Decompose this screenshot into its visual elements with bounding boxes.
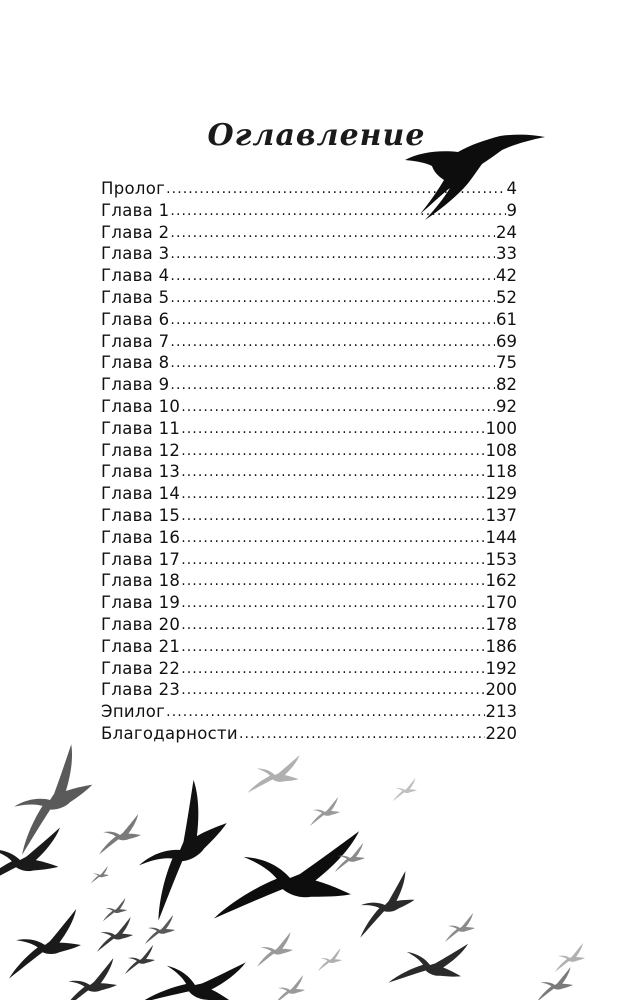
toc-entry-page: 61: [496, 309, 517, 329]
toc-entry: [101, 309, 517, 331]
toc-leader-dots: [170, 264, 495, 288]
toc-entry-label: Благодарности: [101, 723, 238, 743]
toc-leader-dots: [181, 417, 484, 441]
toc-leader-dots: [181, 460, 484, 484]
toc-entry-page: 52: [496, 287, 517, 307]
toc-entry-page: 192: [485, 658, 517, 678]
toc-entry: [101, 570, 517, 592]
toc-entry-label: Глава 11: [101, 418, 181, 438]
toc-entry-label: Глава 9: [101, 375, 170, 395]
toc-leader-dots: [181, 569, 484, 593]
toc-entry-page: 92: [496, 396, 517, 416]
toc-entry: [101, 178, 517, 200]
toc-leader-dots: [166, 700, 484, 724]
toc-entry-page: 42: [496, 266, 517, 286]
toc-entry-label: Глава 3: [101, 244, 170, 264]
toc-entry-label: Глава 12: [101, 440, 181, 460]
toc-entry-label: Глава 4: [101, 266, 170, 286]
toc-leader-dots: [181, 635, 484, 659]
toc-entry: [101, 287, 517, 309]
toc-entry-page: 24: [496, 222, 517, 242]
toc-entry: [101, 331, 517, 353]
toc-leader-dots: [170, 308, 495, 332]
toc-entry-page: 170: [485, 593, 517, 613]
toc-entry: [101, 483, 517, 505]
toc-entry-page: 69: [496, 331, 517, 351]
toc-entry-label: Глава 20: [101, 614, 181, 634]
flock-icon: [0, 742, 585, 1000]
toc-entry: [101, 549, 517, 571]
toc-leader-dots: [181, 504, 484, 528]
toc-entry-label: Эпилог: [101, 702, 166, 722]
toc-entry: [101, 396, 517, 418]
toc-entry-page: 162: [485, 571, 517, 591]
toc-entry-page: 75: [496, 353, 517, 373]
toc-entry: [101, 265, 517, 287]
toc-entry: [101, 723, 517, 745]
toc-entry-page: 9: [506, 200, 517, 220]
toc-entry-label: Глава 13: [101, 462, 181, 482]
toc-entry-label: Глава 6: [101, 309, 170, 329]
toc-entry: [101, 222, 517, 244]
toc-leader-dots: [170, 221, 495, 245]
toc-entry-label: Глава 5: [101, 287, 170, 307]
toc-leader-dots: [181, 678, 484, 702]
toc-entry-page: 108: [485, 440, 517, 460]
toc-entry-page: 186: [485, 636, 517, 656]
toc-entry-page: 178: [485, 614, 517, 634]
toc-entry-label: Глава 15: [101, 505, 181, 525]
toc-entry-label: Глава 23: [101, 680, 181, 700]
toc-entry-page: 4: [506, 179, 517, 198]
toc-leader-dots: [170, 199, 505, 223]
toc-entry-label: Глава 8: [101, 353, 170, 373]
toc-leader-dots: [181, 439, 484, 463]
toc-leader-dots: [170, 373, 495, 397]
toc-entry-label: Глава 17: [101, 549, 181, 569]
toc-entry: [101, 374, 517, 396]
toc-leader-dots: [170, 242, 495, 266]
toc-entry-page: 213: [485, 702, 517, 722]
toc-entry-page: 82: [496, 375, 517, 395]
toc-entry-page: 153: [485, 549, 517, 569]
toc-leader-dots: [181, 591, 484, 615]
toc-entry: [101, 440, 517, 462]
toc-entry-label: Пролог: [101, 179, 166, 198]
page-title: Оглавление: [207, 118, 426, 153]
toc-leader-dots: [181, 548, 484, 572]
toc-leader-dots: [170, 351, 495, 375]
toc-entry-label: Глава 7: [101, 331, 170, 351]
toc-entry-page: 100: [485, 418, 517, 438]
toc-entry-label: Глава 22: [101, 658, 181, 678]
toc-entry-label: Глава 16: [101, 527, 181, 547]
toc-entry: [101, 592, 517, 614]
toc-entry: [101, 352, 517, 374]
toc-entry-label: Глава 1: [101, 200, 170, 220]
toc-entry-label: Глава 10: [101, 396, 181, 416]
toc-leader-dots: [181, 482, 484, 506]
toc-entry-label: Глава 19: [101, 593, 181, 613]
toc-entry-page: 129: [485, 484, 517, 504]
toc-entry: [101, 636, 517, 658]
toc-entry-label: Глава 21: [101, 636, 181, 656]
toc-entry-page: 118: [485, 462, 517, 482]
toc-leader-dots: [181, 657, 484, 681]
toc-entry: [101, 701, 517, 723]
toc-leader-dots: [181, 526, 484, 550]
toc-leader-dots: [181, 395, 495, 419]
toc-entry-page: 220: [485, 723, 517, 743]
toc-entry-page: 200: [485, 680, 517, 700]
toc-entry: [101, 505, 517, 527]
toc-entry: [101, 658, 517, 680]
toc-entry-label: Глава 18: [101, 571, 181, 591]
toc-entry: [101, 614, 517, 636]
toc-entry: [101, 679, 517, 701]
toc-leader-dots: [170, 330, 495, 354]
toc-entry-page: 144: [485, 527, 517, 547]
toc-entry: [101, 461, 517, 483]
toc-entry: [101, 243, 517, 265]
toc-entry-page: 137: [485, 505, 517, 525]
toc-leader-dots: [166, 177, 505, 201]
toc-entry-page: 33: [496, 244, 517, 264]
toc-leader-dots: [181, 613, 484, 637]
toc-entry-label: Глава 14: [101, 484, 181, 504]
toc-entry: [101, 418, 517, 440]
toc-leader-dots: [170, 286, 495, 310]
toc-leader-dots: [239, 722, 485, 746]
toc-entry: [101, 200, 517, 222]
toc-entry: [101, 527, 517, 549]
toc-entry-label: Глава 2: [101, 222, 170, 242]
table-of-contents: [101, 178, 517, 745]
